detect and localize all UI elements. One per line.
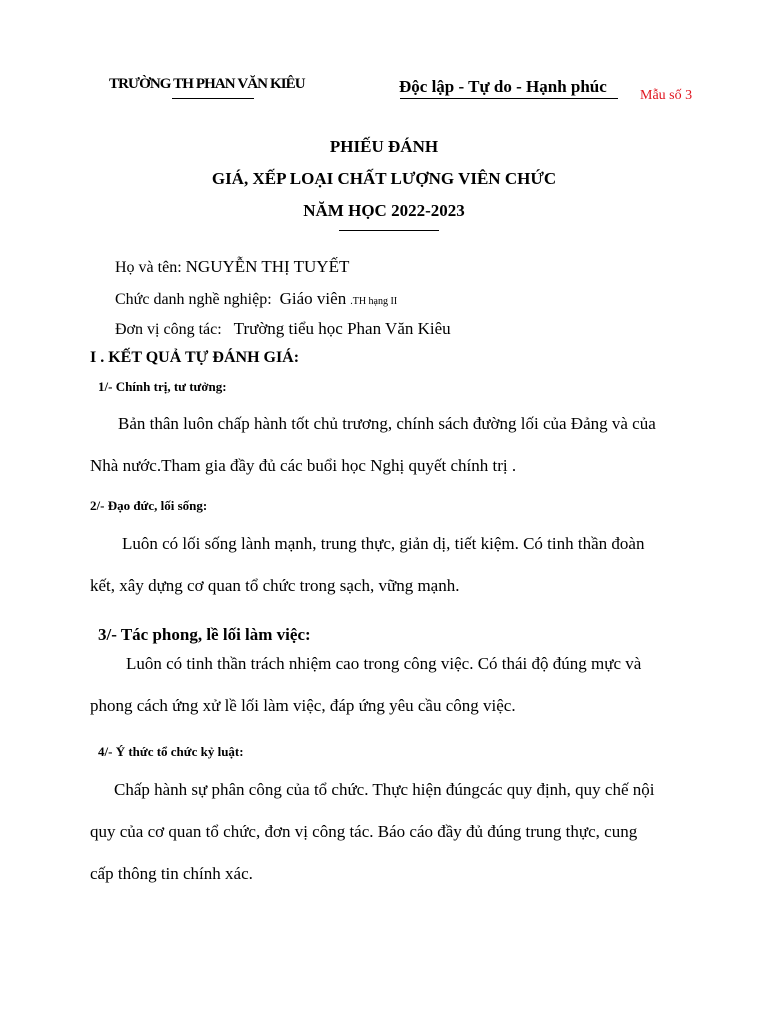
name-value: NGUYỄN THỊ TUYẾT bbox=[185, 257, 350, 276]
subsection-heading-1: 1/- Chính trị, tư tưởng: bbox=[98, 379, 227, 394]
paragraph-line: kết, xây dựng cơ quan tổ chức trong sạch, vững mạnh. bbox=[90, 576, 460, 595]
school-name: TRƯỜNG TH PHAN VĂN KIÊU bbox=[109, 76, 305, 92]
form-number: Mẫu số 3 bbox=[640, 88, 693, 103]
paragraph-line: phong cách ứng xử lề lối làm việc, đáp ứng yêu cầu công việc. bbox=[90, 696, 516, 715]
job-title-row bbox=[115, 289, 397, 309]
name-label: Họ và tên: bbox=[115, 259, 182, 276]
subsection-heading-3: 3/- Tác phong, lề lối làm việc: bbox=[98, 625, 311, 644]
paragraph-line: Chấp hành sự phân công của tổ chức. Thực hiện đúngcác quy định, quy chế nội bbox=[114, 780, 655, 799]
document-title-line-1: PHIẾU ĐÁNH bbox=[329, 137, 439, 156]
job-title-label: Chức danh nghề nghiệp: bbox=[115, 291, 272, 308]
unit-label: Đơn vị công tác: bbox=[115, 321, 222, 338]
paragraph-line: Bản thân luôn chấp hành tốt chủ trương, chính sách đường lối của Đảng và của bbox=[118, 414, 656, 433]
document-title-line-3: NĂM HỌC 2022-2023 bbox=[303, 201, 465, 220]
paragraph-line: Luôn có lối sống lành mạnh, trung thực, giản dị, tiết kiệm. Có tinh thần đoàn bbox=[122, 534, 645, 553]
subsection-heading-2: 2/- Đạo đức, lối sống: bbox=[90, 498, 208, 513]
national-motto: Độc lập - Tự do - Hạnh phúc bbox=[399, 77, 607, 96]
paragraph-line: Luôn có tinh thần trách nhiệm cao trong công việc. Có thái độ đúng mực và bbox=[126, 654, 642, 673]
paragraph-line: quy của cơ quan tổ chức, đơn vị công tác. Báo cáo đầy đủ đúng trung thực, cung bbox=[90, 822, 638, 841]
unit-row bbox=[115, 319, 451, 339]
paragraph-line: cấp thông tin chính xác. bbox=[90, 864, 253, 883]
school-underline bbox=[172, 98, 254, 99]
section-heading: I . KẾT QUẢ TỰ ĐÁNH GIÁ: bbox=[90, 349, 300, 366]
subsection-heading-4: 4/- Ý thức tổ chức kỷ luật: bbox=[98, 744, 244, 759]
job-title-value: Giáo viên bbox=[279, 289, 347, 308]
name-row bbox=[115, 257, 349, 277]
job-title-suffix: .TH hạng II bbox=[350, 296, 398, 307]
paragraph-line: Nhà nước.Tham gia đầy đủ các buổi học Nghị quyết chính trị . bbox=[90, 456, 517, 475]
title-underline bbox=[339, 230, 439, 231]
document-title-line-2: GIÁ, XẾP LOẠI CHẤT LƯỢNG VIÊN CHỨC bbox=[211, 169, 557, 188]
motto-underline bbox=[400, 98, 618, 99]
unit-value: Trường tiểu học Phan Văn Kiêu bbox=[233, 319, 451, 338]
